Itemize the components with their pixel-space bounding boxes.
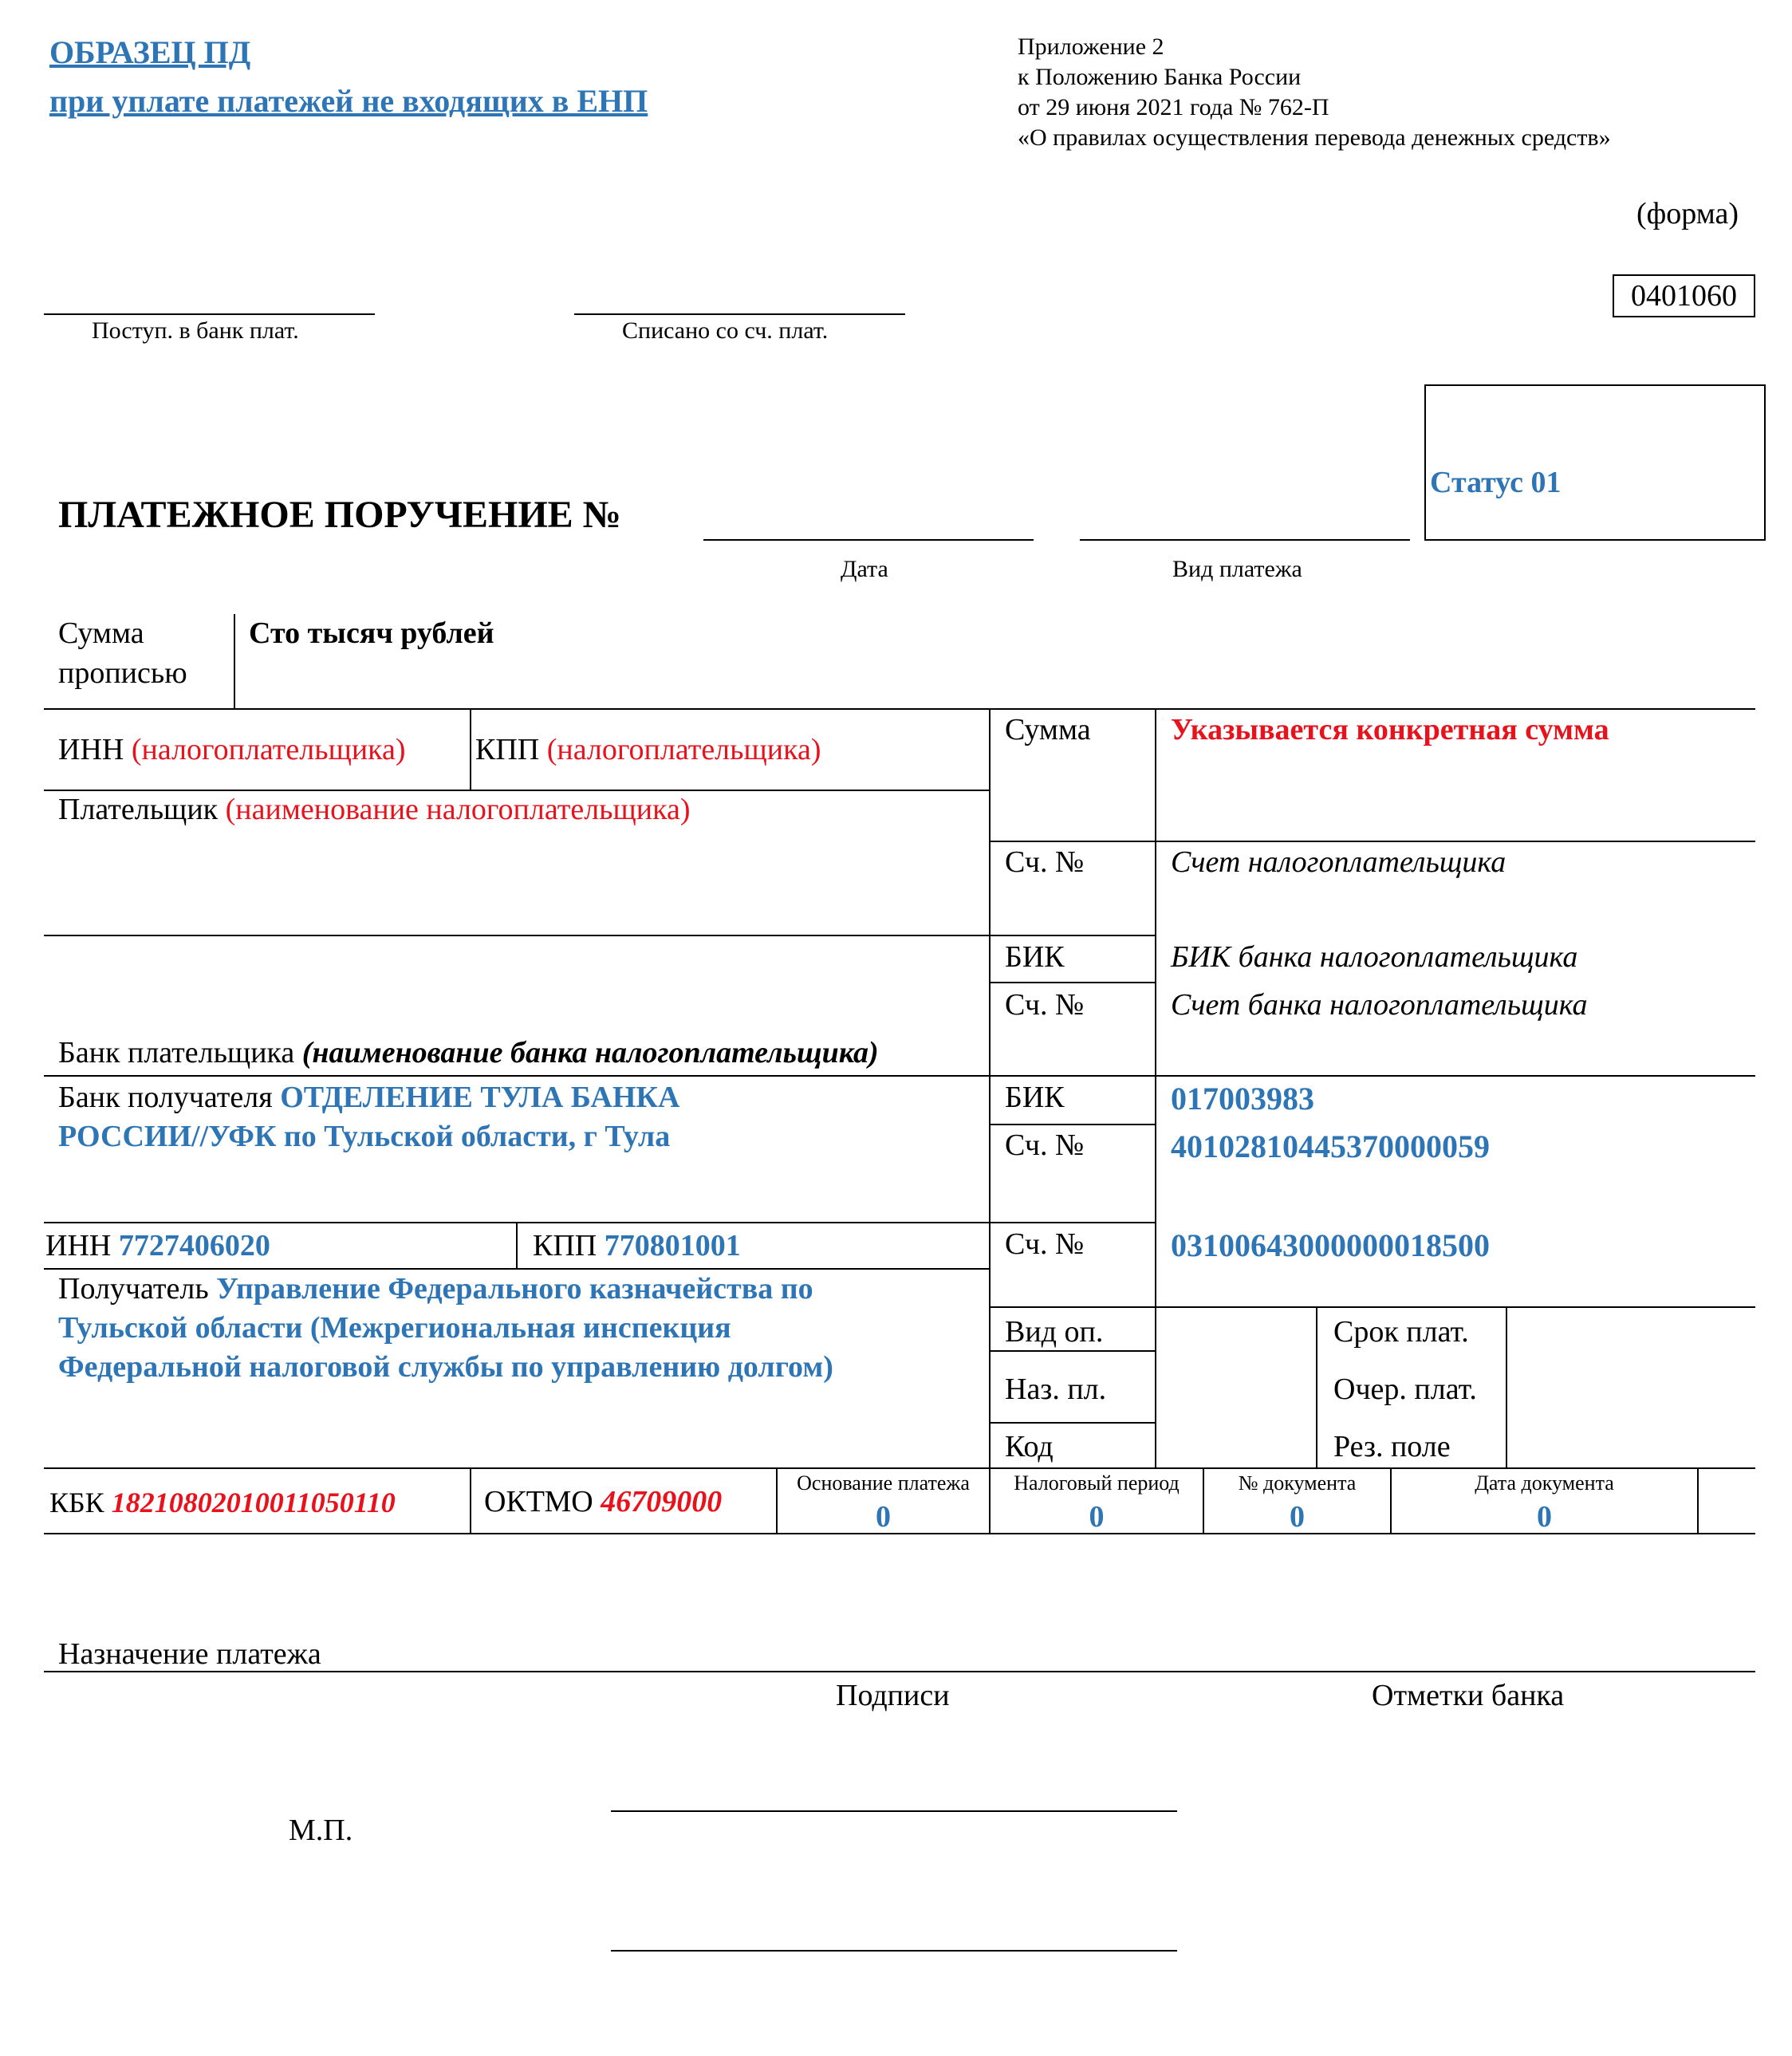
col-label-value-divider	[1155, 708, 1156, 1306]
row-line-990	[44, 790, 989, 791]
kod-label: Код	[1005, 1430, 1054, 1463]
stamp-label: М.П.	[289, 1814, 353, 1847]
signature-line-2	[611, 1950, 1177, 1952]
recipient-bik-label: БИК	[1005, 1081, 1065, 1114]
row-line-1409	[989, 1124, 1155, 1125]
amount-words-label-2: прописью	[58, 656, 187, 690]
payer-inn	[58, 732, 406, 767]
debited-line	[574, 313, 905, 315]
oktmo-value: 46709000	[601, 1485, 723, 1518]
kbk	[49, 1486, 396, 1519]
purpose-label: Назначение платежа	[58, 1637, 321, 1671]
payer-inn-value: (налогоплательщика)	[131, 733, 406, 766]
col-docdate-divider	[1697, 1467, 1699, 1533]
recipient-bank-label: Банк получателя	[58, 1081, 273, 1114]
recipient-corr-label: Сч. №	[1005, 1128, 1085, 1162]
col-recipient-inn-kpp-divider	[516, 1222, 518, 1268]
rez-pole-label: Рез. поле	[1333, 1430, 1451, 1463]
sum-label: Сумма	[1005, 713, 1091, 746]
row-line-1231	[989, 982, 1155, 983]
basis-value: 0	[876, 1500, 891, 1534]
col-op-divider-3	[1506, 1306, 1507, 1467]
form-label: (форма)	[1636, 197, 1739, 230]
recipient-label: Получатель	[58, 1272, 209, 1306]
recipient-bank	[58, 1080, 679, 1115]
recipient-bik-value: 017003983	[1171, 1081, 1314, 1117]
payer-kpp	[475, 732, 821, 767]
oktmo	[484, 1484, 722, 1519]
debited-label: Списано со сч. плат.	[622, 317, 829, 344]
appendix-line-3: от 29 июня 2021 года № 762-П	[1018, 94, 1329, 120]
recipient-corr-value: 40102810445370000059	[1171, 1128, 1490, 1164]
row-line-1054	[989, 841, 1755, 842]
row-line-888	[44, 708, 1755, 710]
srok-plat-label: Срок плат.	[1333, 1315, 1469, 1349]
received-label: Поступ. в банк плат.	[92, 317, 299, 344]
recipient-value-3: Федеральной налоговой службы по управлению долгом)	[58, 1350, 833, 1384]
col-left-right-divider	[989, 708, 991, 1533]
recipient-value-1: Управление Федерального казначейства по	[216, 1272, 813, 1306]
ocher-plat-label: Очер. плат.	[1333, 1373, 1477, 1406]
appendix-line-4: «О правилах осуществления перевода денежных средств»	[1018, 124, 1611, 151]
period-value: 0	[1089, 1500, 1105, 1534]
payer-account-label: Сч. №	[1005, 845, 1085, 879]
payment-type-label: Вид платежа	[1172, 556, 1302, 582]
received-line	[44, 313, 375, 315]
naz-pl-label: Наз. пл.	[1005, 1373, 1107, 1406]
payer-bank-label: Банк плательщика	[58, 1036, 295, 1069]
amount-words-label-1: Сумма	[58, 616, 144, 650]
recipient-inn-value: 7727406020	[118, 1229, 270, 1262]
doc-date-label: Дата документа	[1475, 1471, 1614, 1495]
appendix-line-2: к Положению Банка России	[1018, 64, 1302, 90]
status-box	[1424, 384, 1766, 541]
sum-value: Указывается конкретная сумма	[1171, 713, 1609, 746]
recipient-kpp-label: КПП	[533, 1229, 597, 1262]
recipient-kpp	[533, 1228, 741, 1263]
oktmo-label: ОКТМО	[484, 1485, 593, 1518]
payer-bank-value: (наименование банка налогоплательщика)	[301, 1036, 879, 1069]
recipient-account-label: Сч. №	[1005, 1227, 1085, 1261]
bank-notes-label: Отметки банка	[1372, 1679, 1565, 1712]
payer-name-label: Плательщик	[58, 793, 219, 826]
payer-inn-label: ИНН	[58, 733, 124, 766]
recipient-bank-value-2: РОССИИ//УФК по Тульской области, г Тула	[58, 1120, 671, 1153]
appendix-line-1: Приложение 2	[1018, 33, 1164, 60]
signature-line-1	[611, 1810, 1177, 1812]
payer-bank	[58, 1035, 879, 1070]
payer-bik-label: БИК	[1005, 940, 1065, 974]
payer-name	[58, 792, 691, 827]
doc-date-value: 0	[1537, 1500, 1552, 1534]
doc-num-value: 0	[1290, 1500, 1305, 1534]
payer-kpp-label: КПП	[475, 733, 540, 766]
vid-op-label: Вид оп.	[1005, 1315, 1104, 1349]
col-kbk-divider	[470, 1467, 471, 1533]
row-line-1783	[989, 1422, 1155, 1424]
col-inn-kpp-divider	[470, 708, 471, 790]
payer-kpp-value: (налогоплательщика)	[546, 733, 821, 766]
sample-title: ОБРАЗЕЦ ПД	[49, 34, 251, 70]
row-line-1638	[989, 1306, 1755, 1308]
status-value: Статус 01	[1430, 466, 1562, 499]
recipient-kpp-value: 770801001	[604, 1229, 741, 1262]
payment-type-line	[1080, 539, 1410, 541]
recipient-inn-label: ИНН	[45, 1229, 112, 1262]
number-date-line	[703, 539, 1034, 541]
date-label: Дата	[841, 556, 888, 582]
row-line-1693	[989, 1350, 1155, 1352]
sample-subtitle: при уплате платежей не входящих в ЕНП	[49, 83, 648, 119]
col-op-divider-1	[1155, 1306, 1156, 1467]
period-label: Налоговый период	[1014, 1471, 1180, 1495]
row-line-1840	[44, 1467, 1755, 1469]
payer-account-value: Счет налогоплательщика	[1171, 845, 1506, 879]
kbk-label: КБК	[49, 1487, 104, 1518]
row-line-1348	[44, 1075, 1755, 1077]
row-line-1590	[44, 1268, 989, 1270]
amount-words-value: Сто тысяч рублей	[249, 616, 494, 650]
recipient-bank-value-1: ОТДЕЛЕНИЕ ТУЛА БАНКА	[280, 1081, 680, 1114]
signatures-label: Подписи	[836, 1679, 950, 1712]
recipient-inn	[45, 1228, 270, 1263]
col-op-divider-2	[1316, 1306, 1317, 1467]
amount-words-divider	[234, 614, 235, 708]
basis-label: Основание платежа	[797, 1471, 970, 1495]
recipient-account-value: 03100643000000018500	[1171, 1227, 1490, 1263]
kbk-value: 18210802010011050110	[111, 1487, 396, 1518]
doc-num-label: № документа	[1238, 1471, 1357, 1495]
payer-bik-value: БИК банка налогоплательщика	[1171, 940, 1578, 974]
document-title: ПЛАТЕЖНОЕ ПОРУЧЕНИЕ №	[58, 494, 621, 536]
recipient-name	[58, 1271, 813, 1306]
form-code-box: 0401060	[1613, 274, 1755, 317]
payer-name-value: (наименование налогоплательщика)	[225, 793, 691, 826]
recipient-value-2: Тульской области (Межрегиональная инспекция	[58, 1311, 731, 1345]
payer-bank-account-label: Сч. №	[1005, 988, 1085, 1022]
payer-bank-account-value: Счет банка налогоплательщика	[1171, 988, 1588, 1022]
